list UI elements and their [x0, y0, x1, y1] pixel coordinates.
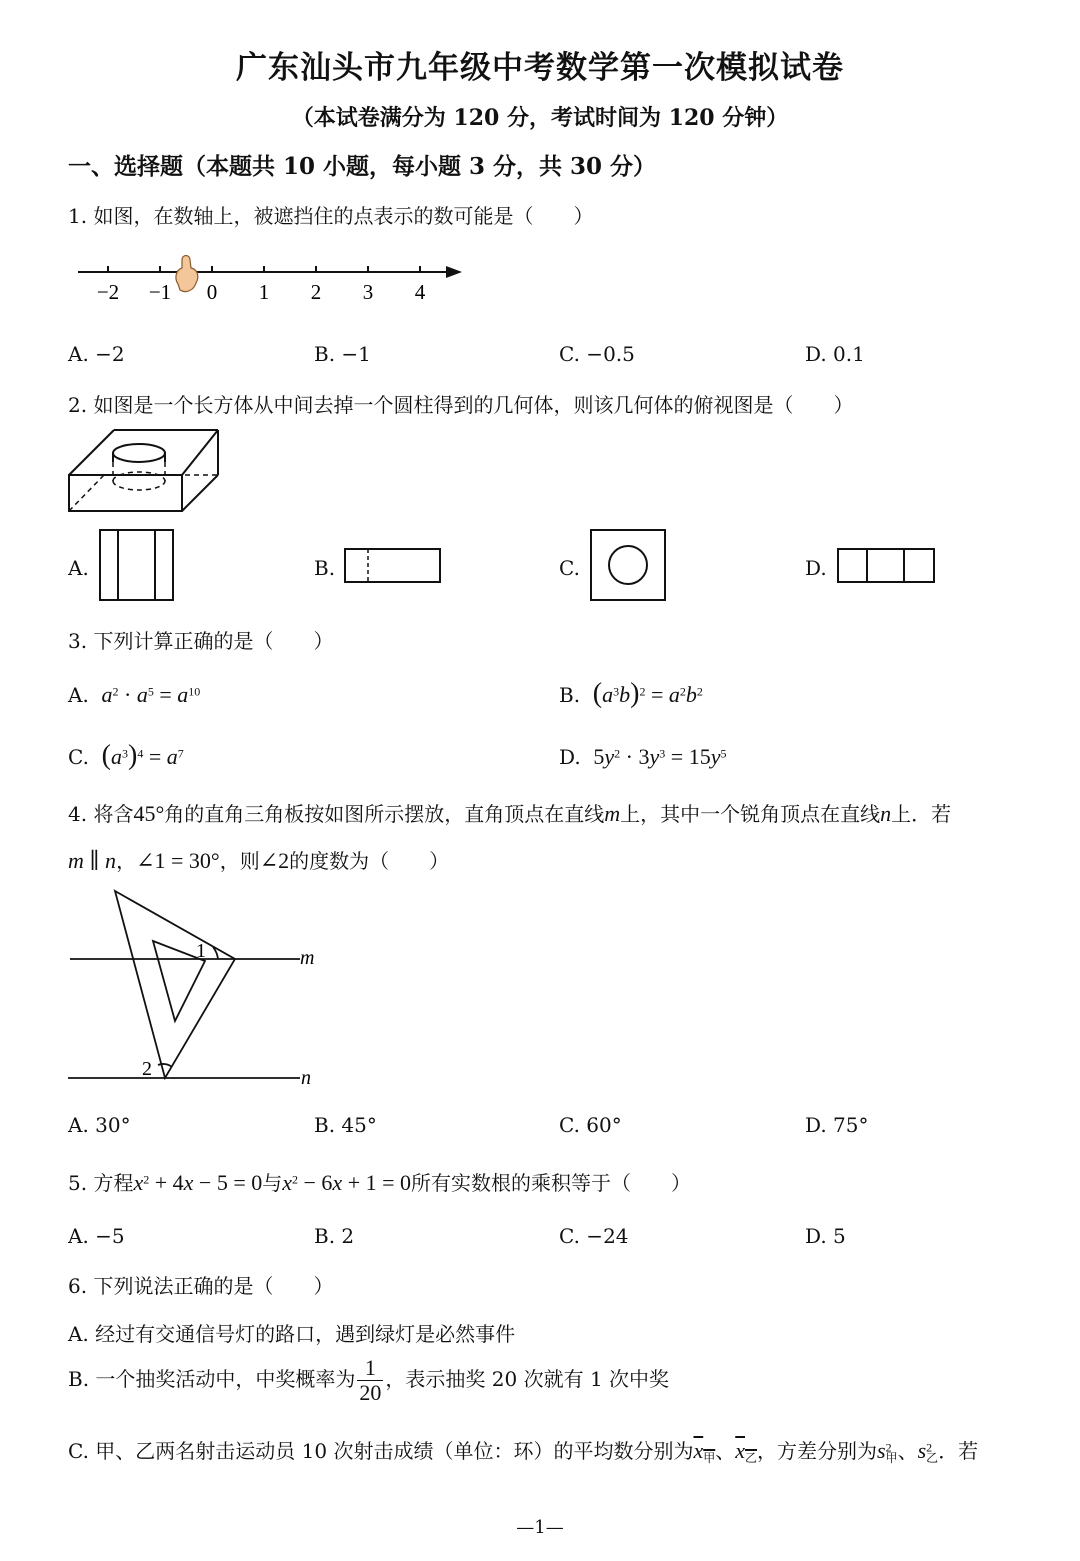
line-m-label: m — [300, 947, 315, 969]
q3-option-b: B. $(a^3b)^2 = a^2b^2$ — [559, 678, 703, 709]
q5-option-c: C. −24 — [559, 1224, 629, 1248]
q1-option-c: C. −0.5 — [559, 342, 635, 366]
q5-option-d: D. 5 — [805, 1224, 846, 1248]
q3-option-d: D. $5y^2 \cdot 3y^3 = 15y^5$ — [559, 744, 727, 769]
q5-option-b: B. 2 — [314, 1224, 355, 1248]
axis-label: 4 — [414, 280, 426, 304]
q2-option-d-label: D. — [805, 556, 827, 580]
q4-option-d: D. 75° — [805, 1113, 869, 1137]
exam-info: （本试卷满分为 120 分，考试时间为 120 分钟） — [291, 105, 789, 131]
angle-2-label: 2 — [142, 1058, 152, 1080]
axis-label: −2 — [96, 280, 120, 304]
q3-stem: 3. 下列计算正确的是（ ） — [68, 629, 334, 653]
q4-stem-line1: 4. 将含45°角的直角三角板按如图所示摆放，直角顶点在直线m上，其中一个锐角顶点在直线n上．若 — [68, 801, 952, 826]
line-n-label: n — [301, 1067, 311, 1089]
section-heading: 一、选择题（本题共 10 小题，每小题 3 分，共 30 分） — [68, 153, 657, 180]
q5-stem: 5. 方程$x^2 + 4x - 5 = 0$与$x^2 - 6x + 1 = 0$所有实数根的乘积等于（ ） — [68, 1170, 692, 1195]
page-number: —1— — [516, 1517, 564, 1538]
q2-option-b-label: B. — [314, 556, 336, 580]
axis-label: 2 — [310, 280, 322, 304]
q1-stem: 1. 如图，在数轴上，被遮挡住的点表示的数可能是（ ） — [68, 204, 594, 228]
q6-option-a: A. 经过有交通信号灯的路口，遇到绿灯是必然事件 — [68, 1322, 516, 1346]
q5-option-a: A. −5 — [68, 1224, 125, 1248]
q2-option-b-figure — [343, 547, 443, 585]
q4-option-a: A. 30° — [68, 1113, 131, 1137]
angle-1-label: 1 — [196, 940, 206, 962]
q2-stem: 2. 如图是一个长方体从中间去掉一个圆柱得到的几何体，则该几何体的俯视图是（ ） — [68, 393, 854, 417]
q2-solid-figure — [66, 427, 226, 517]
page-title: 广东汕头市九年级中考数学第一次模拟试卷 — [236, 50, 844, 86]
q1-option-d: D. 0.1 — [805, 342, 865, 366]
axis-label: 1 — [258, 280, 270, 304]
q2-option-a-label: A. — [68, 556, 89, 580]
q4-option-c: C. 60° — [559, 1113, 622, 1137]
q6-option-c: C. 甲、乙两名射击运动员 10 次射击成绩（单位：环）的平均数分别为$x_甲$、$x_乙$，方差分别为$s^2_甲$、$s^2_乙$．若 — [68, 1438, 979, 1466]
q6-stem: 6. 下列说法正确的是（ ） — [68, 1274, 334, 1298]
q4-triangle-figure — [60, 885, 330, 1090]
q2-option-c-label: C. — [559, 556, 580, 580]
q4-option-b: B. 45° — [314, 1113, 377, 1137]
q1-option-b: B. −1 — [314, 342, 371, 366]
axis-label: 3 — [362, 280, 374, 304]
axis-label: −1 — [148, 280, 172, 304]
axis-label: 0 — [206, 280, 218, 304]
q1-number-line — [70, 252, 470, 312]
q2-option-d-figure — [836, 547, 936, 585]
q2-option-a-figure — [98, 528, 176, 602]
q3-option-a: A. $a^2 \cdot a^5 = a^{10}$ — [68, 682, 201, 707]
q4-stem-line2: m ∥ n，∠1 = 30°，则∠2的度数为（ ） — [68, 848, 450, 873]
q6-option-b: B. 一个抽奖活动中，中奖概率为 $\frac{1}{20}$ ，表示抽奖 20 次就有 1 次中奖 — [68, 1355, 670, 1406]
q1-option-a: A. −2 — [68, 342, 125, 366]
q3-option-c: C. $(a^3)^4 = a^7$ — [68, 740, 184, 771]
q2-option-c-figure — [589, 528, 667, 602]
hand-cover-icon — [176, 256, 198, 292]
